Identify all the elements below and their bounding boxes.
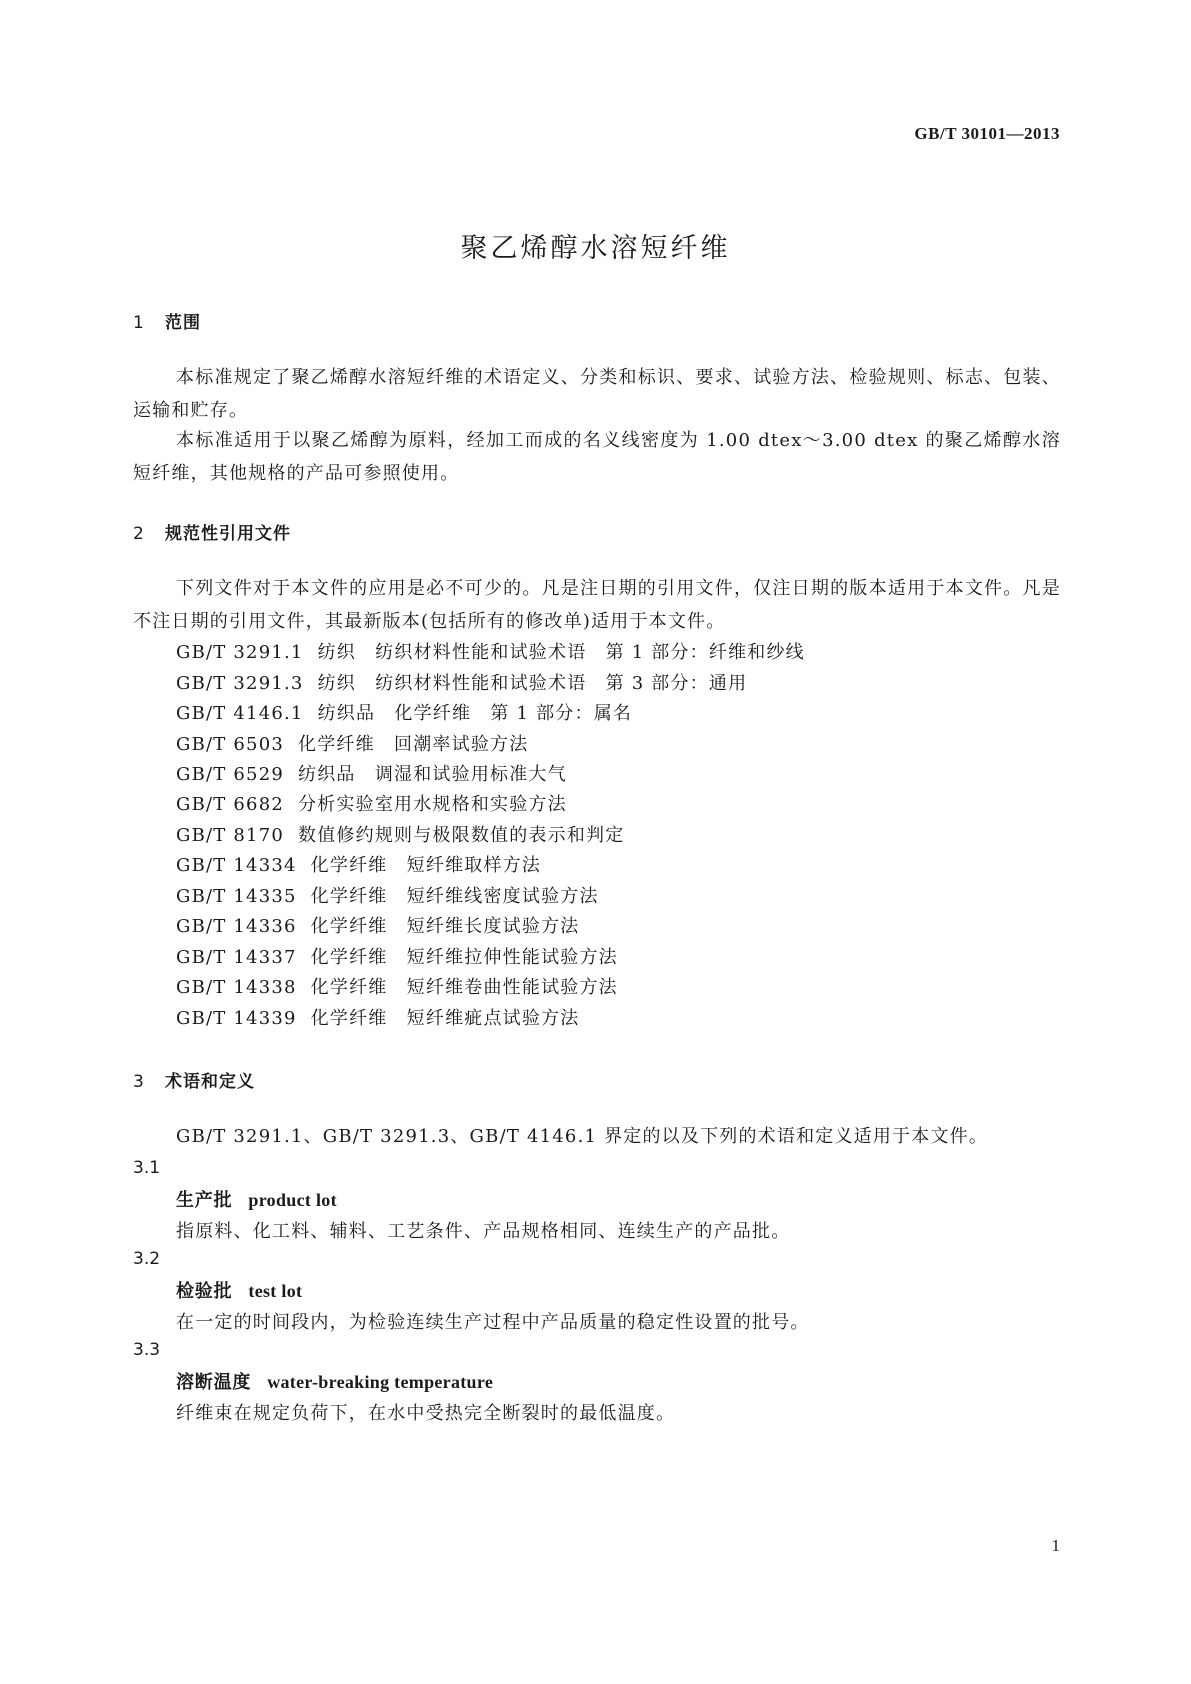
reference-title: 化学纤维 短纤维取样方法 <box>310 855 542 876</box>
reference-code: GB/T 14334 <box>176 855 297 876</box>
reference-code: GB/T 14336 <box>176 916 297 937</box>
standard-code: GB/T 30101—2013 <box>914 124 1060 143</box>
reference-item <box>176 882 599 908</box>
reference-item <box>176 1004 579 1030</box>
section-heading-1 <box>133 308 201 333</box>
reference-item <box>176 730 528 756</box>
reference-code: GB/T 6503 <box>176 734 285 755</box>
reference-item <box>176 790 567 816</box>
reference-code: GB/T 14338 <box>176 977 297 998</box>
section-number: 2 <box>133 524 145 544</box>
reference-title: 化学纤维 短纤维长度试验方法 <box>310 916 580 937</box>
terms-intro-paragraph: GB/T 3291.1、GB/T 3291.3、GB/T 4146.1 界定的以及下列的术语和定义适用于本文件。 <box>176 1126 989 1147</box>
term-entry <box>176 1368 493 1394</box>
section-number: 3 <box>133 1072 145 1092</box>
reference-title: 化学纤维 短纤维卷曲性能试验方法 <box>310 977 618 998</box>
term-definition: 在一定的时间段内，为检验连续生产过程中产品质量的稳定性设置的批号。 <box>176 1312 810 1333</box>
section-heading-2 <box>133 519 291 544</box>
reference-title: 纺织品 化学纤维 第 1 部分：属名 <box>317 703 633 724</box>
reference-code: GB/T 3291.3 <box>176 673 304 694</box>
page-number: 1 <box>1051 1536 1060 1555</box>
term-definition: 纤维束在规定负荷下，在水中受热完全断裂时的最低温度。 <box>176 1403 676 1424</box>
reference-title: 纺织品 调湿和试验用标准大气 <box>298 764 567 785</box>
scope-paragraph-2: 本标准适用于以聚乙烯醇为原料，经加工而成的名义线密度为 1.00 dtex～3.00 dtex 的聚乙烯醇水溶短纤维，其他规格的产品可参照使用。 <box>133 430 1061 484</box>
term-zh: 生产批 <box>176 1190 233 1211</box>
reference-item <box>176 943 618 969</box>
reference-code: GB/T 14337 <box>176 947 297 968</box>
reference-item <box>176 638 805 664</box>
reference-item <box>176 851 541 877</box>
reference-title: 化学纤维 短纤维拉伸性能试验方法 <box>310 947 618 968</box>
term-entry <box>176 1186 337 1212</box>
reference-item <box>176 912 579 938</box>
reference-title: 分析实验室用水规格和实验方法 <box>298 794 567 815</box>
reference-item <box>176 973 618 999</box>
reference-title: 化学纤维 短纤维疵点试验方法 <box>310 1008 580 1029</box>
term-en: test lot <box>248 1281 303 1301</box>
reference-code: GB/T 3291.1 <box>176 642 304 663</box>
section-title: 术语和定义 <box>165 1072 255 1092</box>
term-en: product lot <box>248 1190 337 1210</box>
reference-title: 化学纤维 回潮率试验方法 <box>298 734 529 755</box>
term-number: 3.3 <box>133 1340 161 1360</box>
reference-item <box>176 760 567 786</box>
document-title: 聚乙烯醇水溶短纤维 <box>460 233 731 264</box>
reference-item <box>176 669 747 695</box>
term-en: water-breaking temperature <box>267 1372 494 1392</box>
reference-title: 化学纤维 短纤维线密度试验方法 <box>310 886 599 907</box>
section-title: 规范性引用文件 <box>165 524 291 544</box>
section-title: 范围 <box>165 313 201 333</box>
reference-title: 数值修约规则与极限数值的表示和判定 <box>298 825 625 846</box>
term-number: 3.2 <box>133 1249 161 1269</box>
reference-item <box>176 699 632 725</box>
reference-code: GB/T 8170 <box>176 825 285 846</box>
section-number: 1 <box>133 313 145 333</box>
term-zh: 检验批 <box>176 1281 233 1302</box>
reference-code: GB/T 14339 <box>176 1008 297 1029</box>
scope-paragraph-1: 本标准规定了聚乙烯醇水溶短纤维的术语定义、分类和标识、要求、试验方法、检验规则、标志、包装、运输和贮存。 <box>133 367 1061 421</box>
term-zh: 溶断温度 <box>176 1372 252 1393</box>
reference-code: GB/T 6529 <box>176 764 285 785</box>
term-number: 3.1 <box>133 1158 161 1178</box>
reference-item <box>176 821 624 847</box>
term-definition: 指原料、化工料、辅料、工艺条件、产品规格相同、连续生产的产品批。 <box>176 1221 791 1242</box>
section-heading-3 <box>133 1067 255 1092</box>
reference-code: GB/T 4146.1 <box>176 703 304 724</box>
reference-title: 纺织 纺织材料性能和试验术语 第 3 部分：通用 <box>317 673 748 694</box>
reference-title: 纺织 纺织材料性能和试验术语 第 1 部分：纤维和纱线 <box>317 642 805 663</box>
reference-code: GB/T 6682 <box>176 794 285 815</box>
term-entry <box>176 1277 302 1303</box>
references-intro-paragraph: 下列文件对于本文件的应用是必不可少的。凡是注日期的引用文件，仅注日期的版本适用于本文件。凡是不注日期的引用文件，其最新版本(包括所有的修改单)适用于本文件。 <box>133 578 1061 632</box>
reference-code: GB/T 14335 <box>176 886 297 907</box>
